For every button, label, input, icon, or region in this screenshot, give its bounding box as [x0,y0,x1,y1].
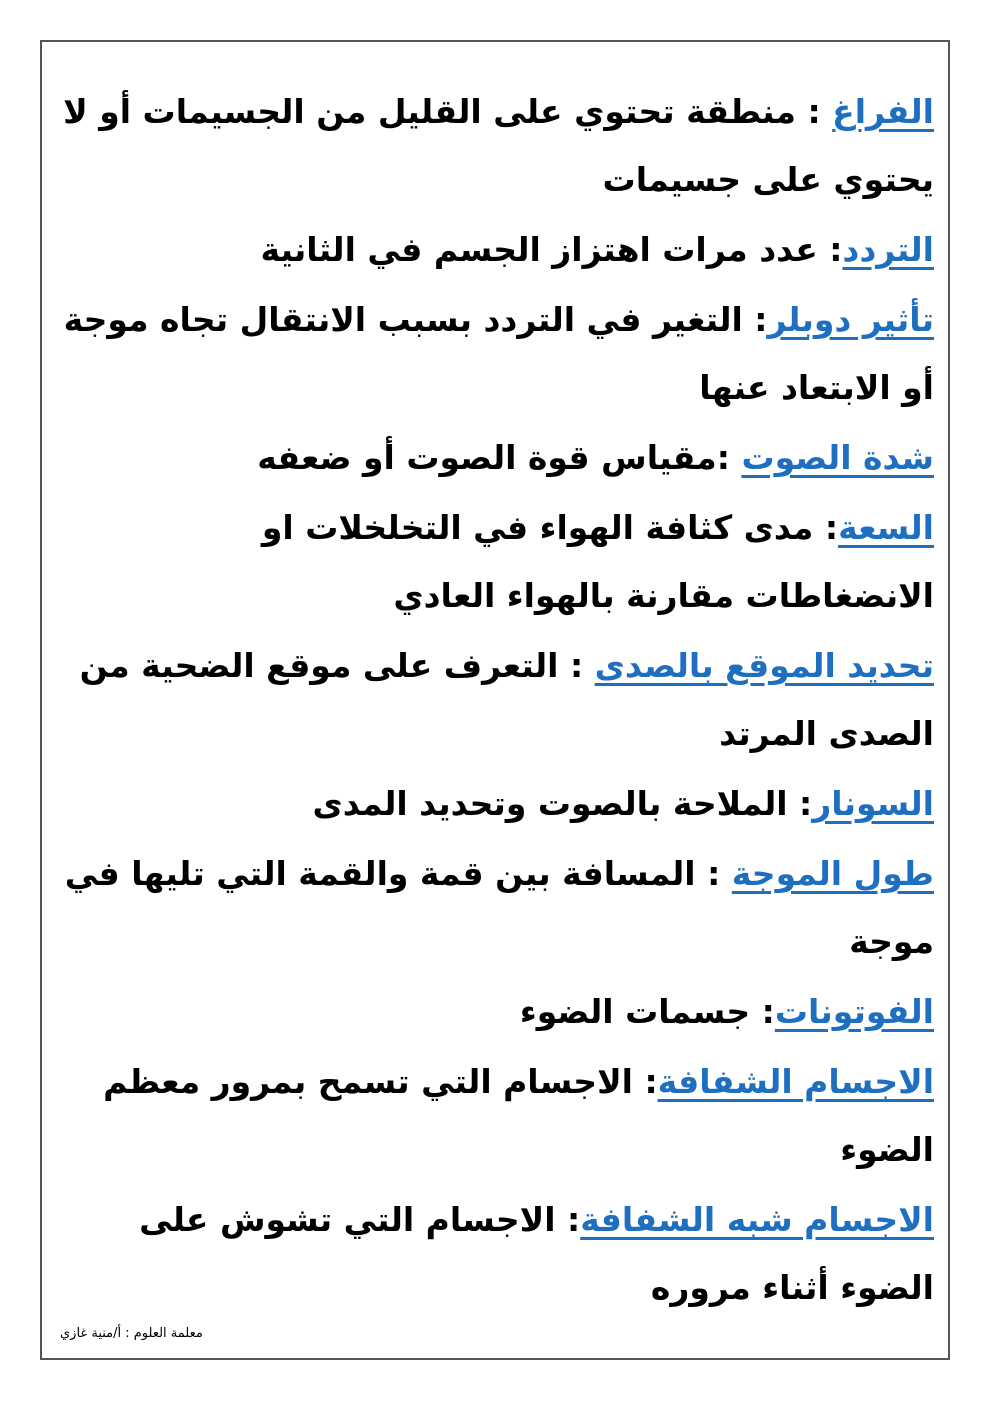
definition-loudness: مقياس قوة الصوت أو ضعفه [257,438,717,477]
definition-doppler: التغير في التردد بسبب الانتقال تجاه موجة أو الابتعاد عنها [63,300,934,407]
definition-photons: جسمات الضوء [519,992,751,1031]
term-translucent: الاجسام شبه الشفافة [580,1200,934,1239]
entry-sonar: السونار: الملاحة بالصوت وتحديد المدى [312,784,934,823]
entry-frequency: التردد: عدد مرات اهتزاز الجسم في الثانية [260,230,934,269]
term-frequency: التردد [842,230,934,269]
term-vacuum: الفراغ [832,92,934,131]
entry-loudness: شدة الصوت :مقياس قوة الصوت أو ضعفه [257,438,934,477]
definition-translucent: الاجسام التي تشوش على الضوء أثناء مروره [139,1200,934,1307]
definition-echolocation: التعرف على موقع الضحية من الصدى المرتد [79,646,934,753]
term-amplitude: السعة [838,508,934,547]
entry-transparent: الاجسام الشفافة: الاجسام التي تسمح بمرور معظم الضوء [103,1062,934,1169]
term-wavelength: طول الموجة [731,854,934,893]
entry-translucent: الاجسام شبه الشفافة: الاجسام التي تشوش على الضوء أثناء مروره [139,1200,934,1307]
definition-sonar: الملاحة بالصوت وتحديد المدى [312,784,788,823]
entry-photons: الفوتونات: جسمات الضوء [519,992,934,1031]
term-transparent: الاجسام الشفافة [657,1062,934,1101]
entry-doppler: تأثير دوبلر: التغير في التردد بسبب الانتقال تجاه موجة أو الابتعاد عنها [63,300,934,407]
entry-wavelength: طول الموجة : المسافة بين قمة والقمة التي تليها في موجة [64,854,934,961]
term-sonar: السونار [812,784,934,823]
term-echolocation: تحديد الموقع بالصدى [594,646,934,685]
entry-echolocation: تحديد الموقع بالصدى : التعرف على موقع الضحية من الصدى المرتد [79,646,934,753]
definition-vacuum: منطقة تحتوي على القليل من الجسيمات أو لا يحتوي على جسيمات [63,92,934,199]
term-loudness: شدة الصوت [741,438,934,477]
term-photons: الفوتونات [774,992,934,1031]
definition-frequency: عدد مرات اهتزاز الجسم في الثانية [260,230,818,269]
entry-vacuum: الفراغ : منطقة تحتوي على القليل من الجسيمات أو لا يحتوي على جسيمات [63,92,934,199]
term-doppler: تأثير دوبلر [767,300,934,339]
entry-amplitude: السعة: مدى كثافة الهواء في التخلخلات او الانضغاطات مقارنة بالهواء العادي [261,508,934,615]
definition-amplitude: مدى كثافة الهواء في التخلخلات او الانضغاطات مقارنة بالهواء العادي [261,508,934,615]
definition-wavelength: المسافة بين قمة والقمة التي تليها في موجة [64,854,934,961]
definition-transparent: الاجسام التي تسمح بمرور معظم الضوء [103,1062,934,1169]
definitions-list [62,78,934,1324]
teacher-credit: معلمة العلوم : أ/منية غازي [60,1326,203,1341]
